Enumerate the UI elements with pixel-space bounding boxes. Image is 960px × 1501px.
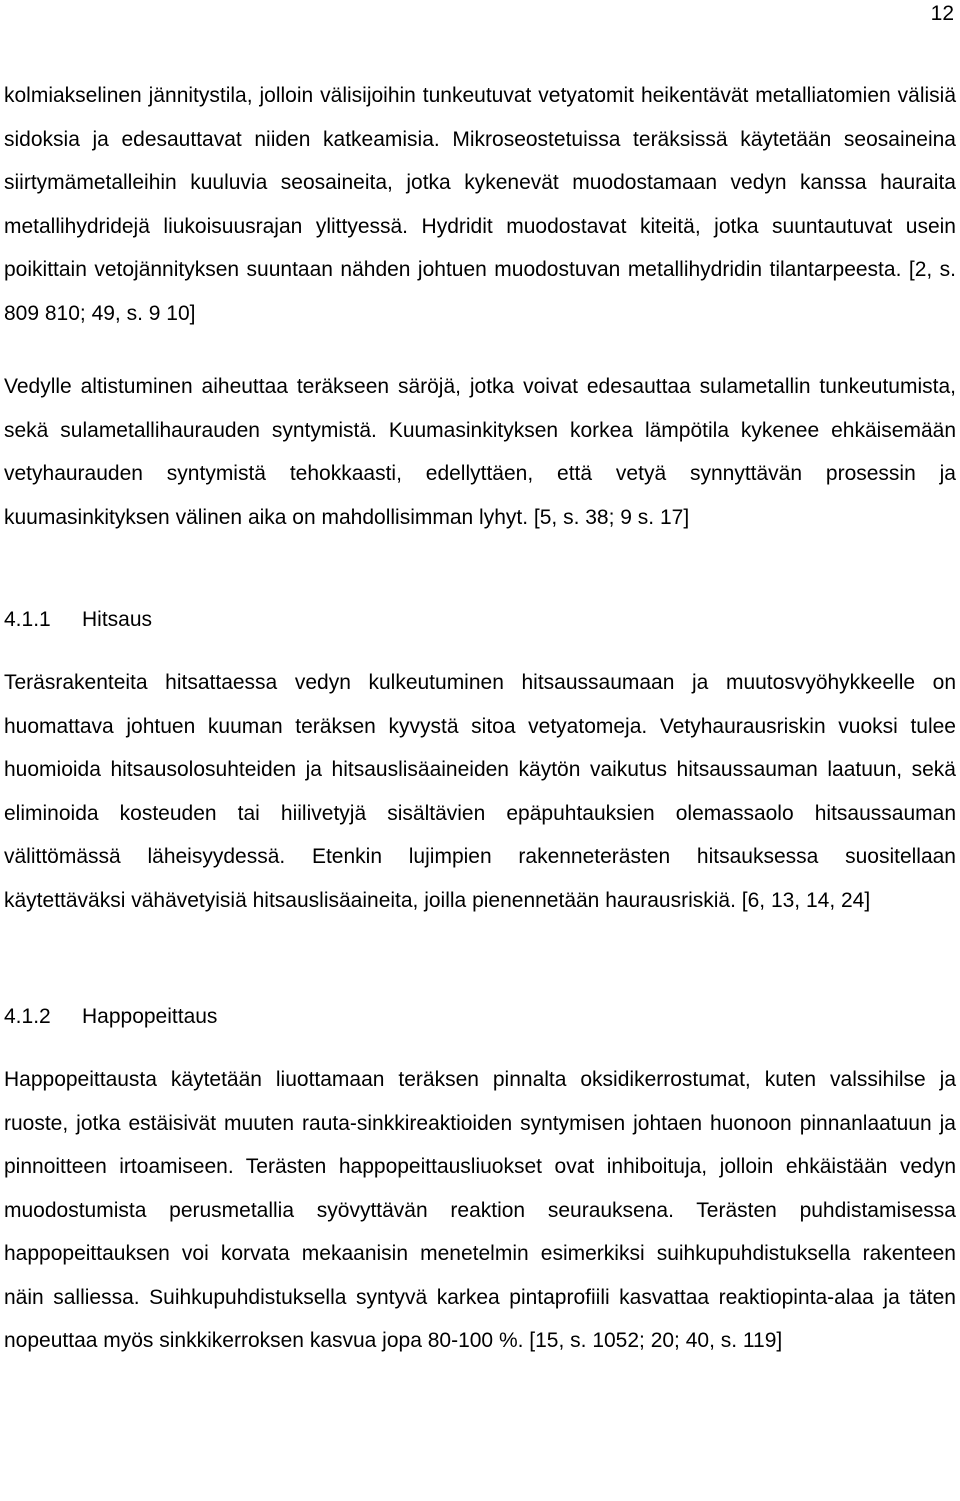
page-number: 12 <box>930 2 954 25</box>
paragraph-hydride-cracking: kolmiakselinen jännitystila, jolloin välisijoihin tunkeutuvat vetyatomit heikentävät metalliatomien välisiä sidoksia ja edesauttavat niiden katkeamisia. Mikroseostetuissa teräksissä käytetään seosaineina siirtymämetalleihin kuuluvia seosaineita, jotka kykenevät muodostamaan vedyn kanssa hauraita metallihydridejä liukoisuusrajan ylittyessä. Hydridit muodostavat kiteitä, jotka suuntautuvat usein poikittain vetojännityksen suuntaan nähden johtuen muodostuvan metallihydridin tilantarpeesta. [2, s. 809 810; 49, s. 9 10] <box>4 84 956 325</box>
paragraph-acid-pickling: Happopeittausta käytetään liuottamaan teräksen pinnalta oksidikerrostumat, kuten valssihilse ja ruoste, jotka estäisivät muuten rauta-sinkkireaktioiden syntymisen johtaen huonoon pinnanlaatuun ja pinnoitteen irtoamiseen. Terästen happopeittausliuokset ovat inhiboituja, jolloin ehkäistään vedyn muodostumista perusmetallia syövyttävän reaktion seurauksena. Terästen puhdistamisessa happopeittauksen voi korvata mekaanisin menetelmin esimerkiksi suihkupuhdistuksella rakenteen näin salliessa. Suihkupuhdistuksella syntyvä karkea pintaprofiili kasvattaa reaktiopinta-alaa ja täten nopeuttaa myös sinkkikerroksen kasvua jopa 80-100 %. [15, s. 1052; 20; 40, s. 119] <box>4 1068 956 1352</box>
section-number: 4.1.1 <box>4 608 51 631</box>
section-title: Hitsaus <box>82 608 153 631</box>
section-heading-hitsaus <box>4 603 956 637</box>
paragraph-hydrogen-exposure: Vedylle altistuminen aiheuttaa teräkseen säröjä, jotka voivat edesauttaa sulametallin tunkeutumista, sekä sulametallihaurauden syntymistä. Kuumasinkityksen korkea lämpötila kykenee ehkäisemään vetyhaurauden syntymistä tehokkaasti, edellyttäen, että vetyä synnyttävän prosessin ja kuumasinkityksen välinen aika on mahdollisimman lyhyt. [5, s. 38; 9 s. 17] <box>4 375 956 529</box>
document-body <box>4 74 956 1363</box>
paragraph-welding: Teräsrakenteita hitsattaessa vedyn kulkeutuminen hitsaussaumaan ja muutosvyöhykkeelle on huomattava johtuen kuuman teräksen kyvystä sitoa vetyatomeja. Vetyhaurausriskin vuoksi tulee huomioida hitsausolosuhteiden ja hitsauslisäaineiden käytön vaikutus hitsaussauman laatuun, sekä eliminoida kosteuden tai hiilivetyjä sisältävien epäpuhtauksien olemassaolo hitsaussauman välittömässä läheisyydessä. Etenkin lujimpien rakenneterästen hitsauksessa suositellaan käytettäväksi vähävetyisiä hitsauslisäaineita, joilla pienennetään haurausriskiä. [6, 13, 14, 24] <box>4 671 956 912</box>
section-title: Happopeittaus <box>82 1005 218 1028</box>
section-number: 4.1.2 <box>4 1005 51 1028</box>
section-heading-happopeittaus <box>4 1000 956 1034</box>
